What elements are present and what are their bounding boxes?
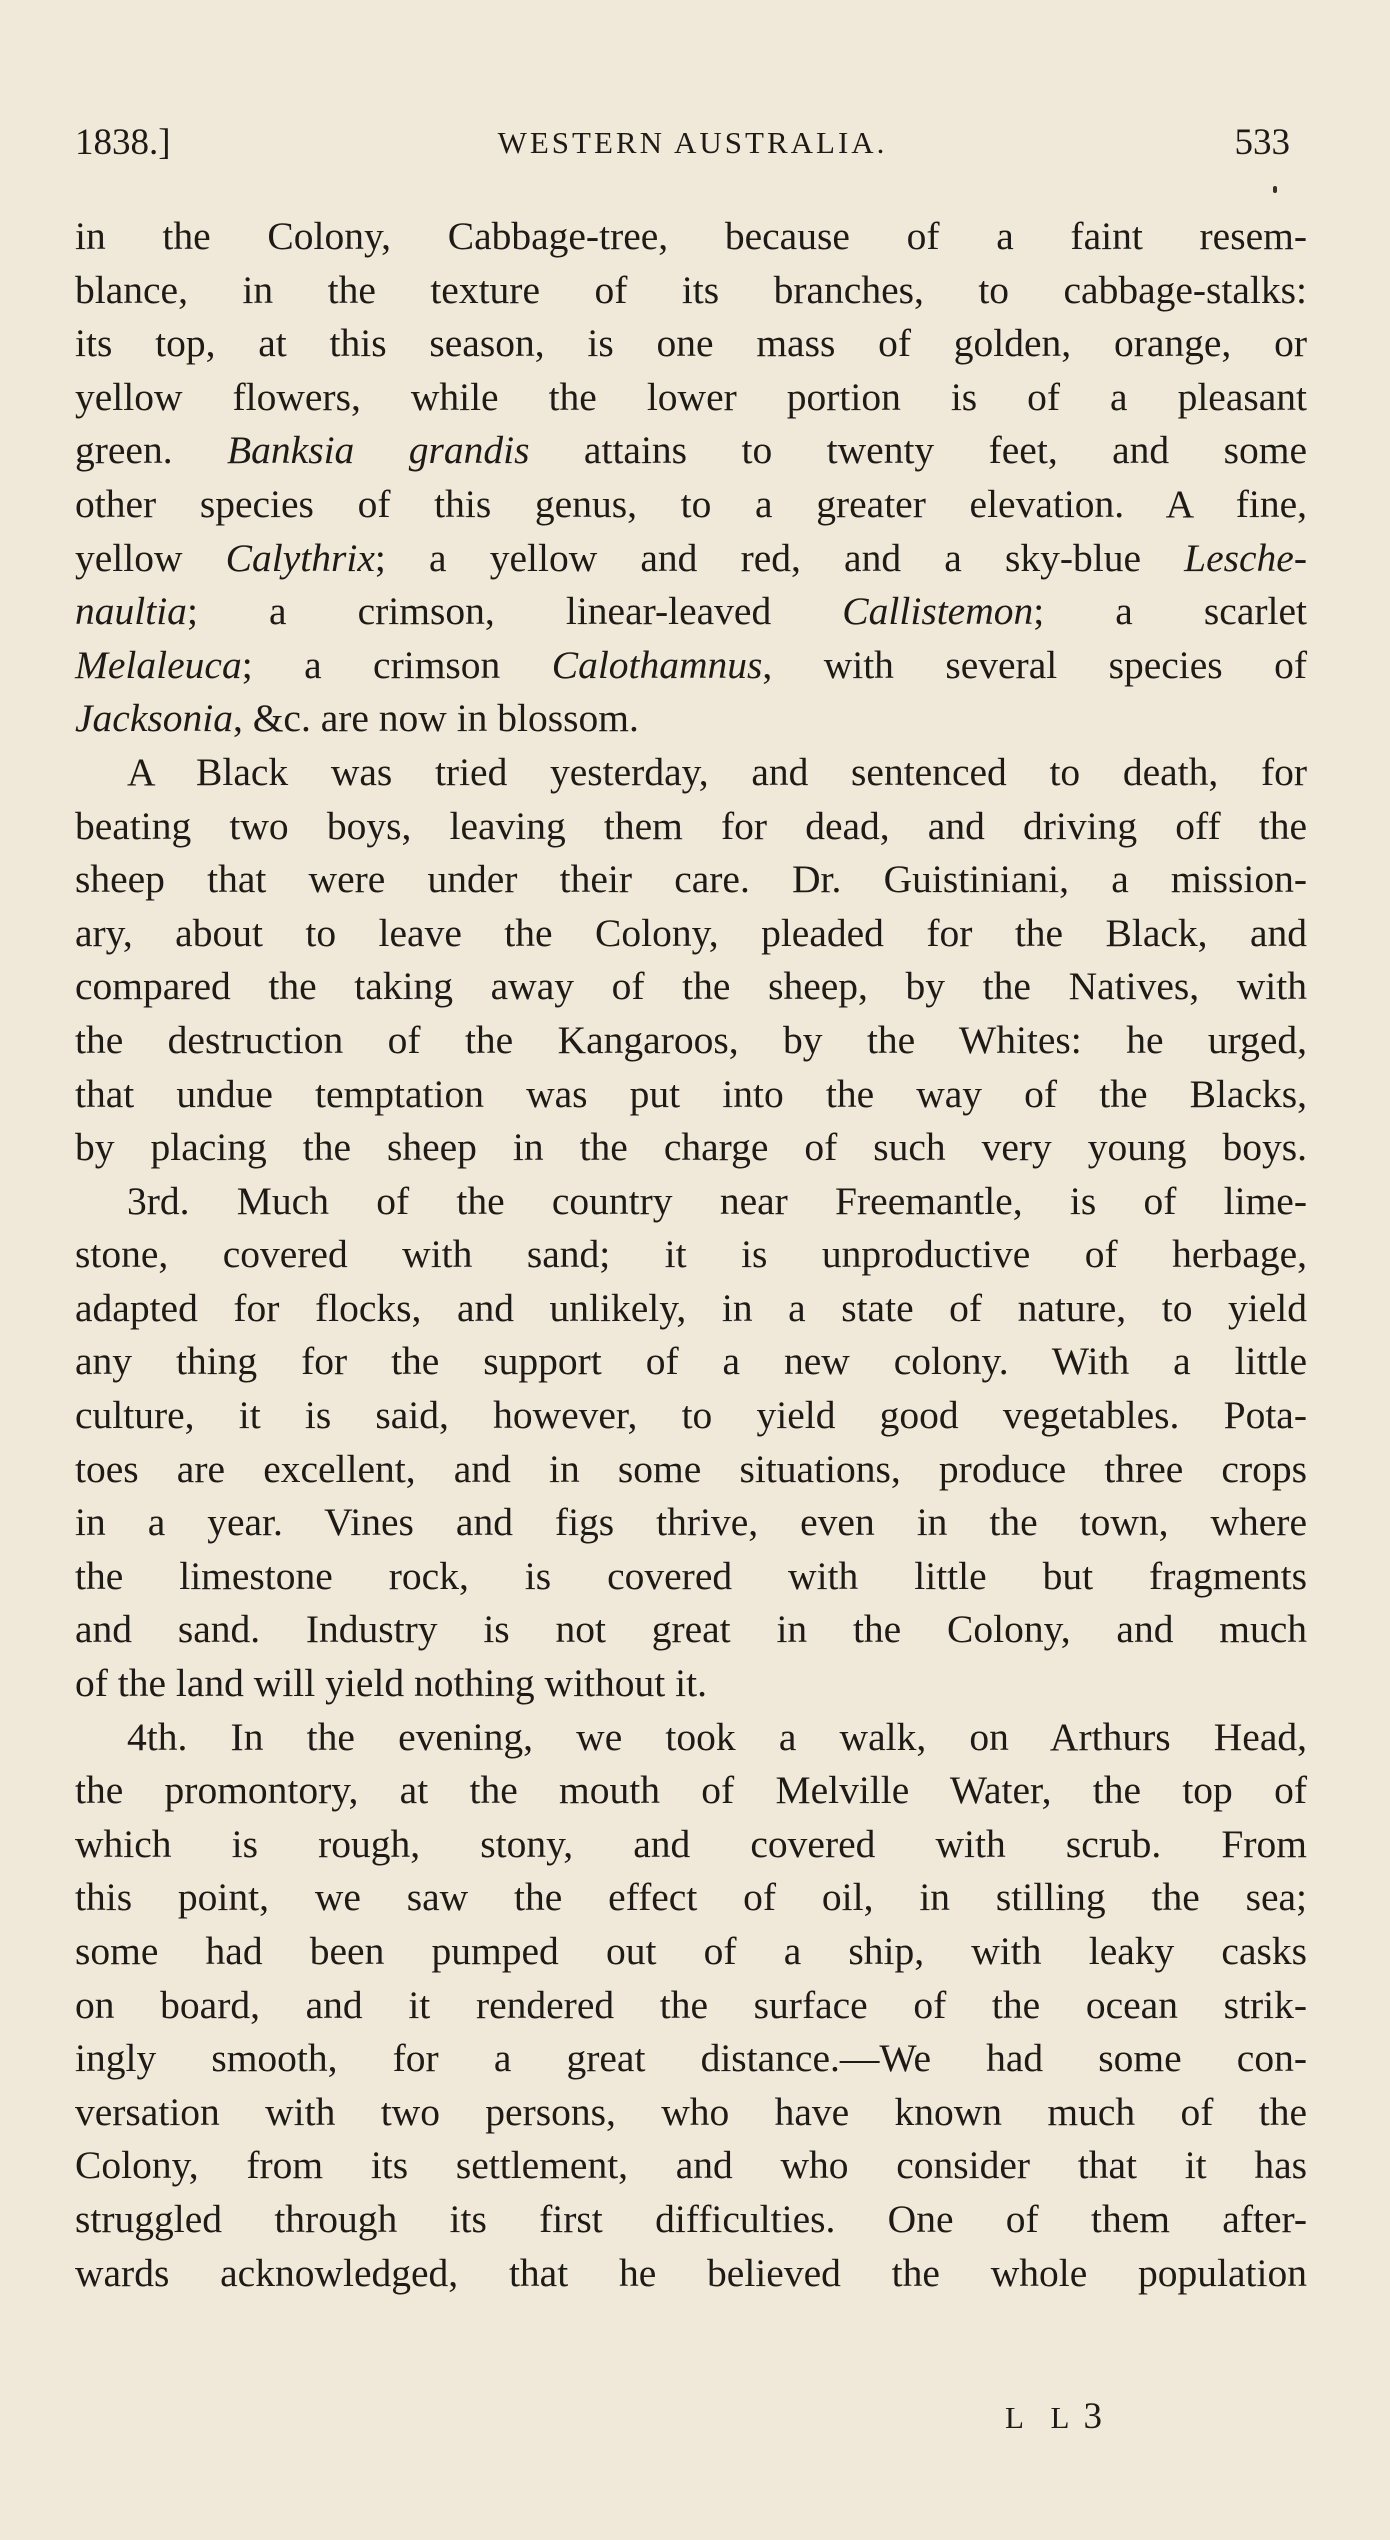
text-line: stone, covered with sand; it is unproductive of herbage, [75,1232,1307,1277]
text-line: in a year. Vines and figs thrive, even in the town, where [75,1500,1307,1545]
text-line: this point, we saw the effect of oil, in stilling the sea; [75,1875,1307,1920]
signature-mark [1005,2395,1102,2438]
body-text [75,210,1307,2300]
header-year: 1838.] [75,122,171,163]
text-line: its top, at this season, is one mass of golden, orange, or [75,321,1307,366]
text-line: beating two boys, leaving them for dead, and driving off the [75,803,1307,848]
signature-number: 3 [1083,2396,1102,2437]
text-line: the promontory, at the mouth of Melville Water, the top of [75,1768,1307,1813]
text-line: sheep that were under their care. Dr. Guistiniani, a mission- [75,857,1307,902]
italic-term: Callistemon [842,589,1034,634]
running-header [75,118,1290,168]
text-line: ary, about to leave the Colony, pleaded for the Black, and [75,910,1307,955]
text-line: struggled through its first difficulties. One of them after- [75,2196,1307,2241]
italic-term: Jacksonia [75,696,233,741]
text-line: by placing the sheep in the charge of such very young boys. [75,1125,1307,1170]
text-line: yellow Calythrix; a yellow and red, and a sky-blue Lesche- [75,535,1307,580]
text-line: the destruction of the Kangaroos, by the Whites: he urged, [75,1017,1307,1062]
text-line: that undue temptation was put into the way of the Blacks, [75,1071,1307,1116]
italic-term: Banksia grandis [227,428,530,473]
italic-term: naultia [75,589,187,634]
text-line: blance, in the texture of its branches, to cabbage-stalks: [75,267,1307,312]
text-line: compared the taking away of the sheep, by the Natives, with [75,964,1307,1009]
text-line: 4th. In the evening, we took a walk, on Arthurs Head, [127,1714,1307,1759]
ink-speck [1273,186,1277,193]
text-line: some had been pumped out of a ship, with leaky casks [75,1929,1307,1973]
italic-term: Calothamnus [551,642,763,687]
text-line: A Black was tried yesterday, and sentenced to death, for [127,749,1307,794]
text-line: Colony, from its settlement, and who consider that it has [75,2143,1307,2188]
text-line: Melaleuca; a crimson Calothamnus, with several species of [75,642,1307,687]
text-line: on board, and it rendered the surface of the ocean strik- [75,1982,1307,2027]
text-line: naultia; a crimson, linear-leaved Callistemon; a scarlet [75,589,1307,634]
italic-term: Lesche- [1184,535,1307,580]
text-line: yellow flowers, while the lower portion is of a pleasant [75,374,1307,419]
text-line: green. Banksia grandis attains to twenty feet, and some [75,428,1307,473]
text-line: and sand. Industry is not great in the Colony, and much [75,1607,1307,1652]
italic-term: Melaleuca [75,642,242,687]
italic-term: Calythrix [225,535,375,580]
text-line: the limestone rock, is covered with little but fragments [75,1553,1307,1598]
text-line: of the land will yield nothing without it. [75,1661,707,1706]
text-line: ingly smooth, for a great distance.—We had some con- [75,2036,1307,2081]
text-line: toes are excellent, and in some situations, produce three crops [75,1446,1307,1491]
page-number: 533 [1234,122,1290,163]
signature-letters: L L [1005,2400,1080,2435]
text-line: versation with two persons, who have known much of the [75,2089,1307,2134]
header-title: WESTERN AUSTRALIA. [497,125,888,160]
text-line: Jacksonia, &c. are now in blossom. [75,696,639,741]
text-line: wards acknowledged, that he believed the whole population [75,2250,1307,2295]
text-line: culture, it is said, however, to yield good vegetables. Pota- [75,1393,1307,1438]
text-line: 3rd. Much of the country near Freemantle, is of lime- [127,1178,1307,1223]
text-line: in the Colony, Cabbage-tree, because of a faint resem- [75,214,1307,258]
text-line: other species of this genus, to a greater elevation. A fine, [75,481,1307,526]
text-line: adapted for flocks, and unlikely, in a state of nature, to yield [75,1285,1307,1330]
text-line: any thing for the support of a new colony. With a little [75,1339,1307,1384]
text-line: which is rough, stony, and covered with scrub. From [75,1821,1307,1866]
